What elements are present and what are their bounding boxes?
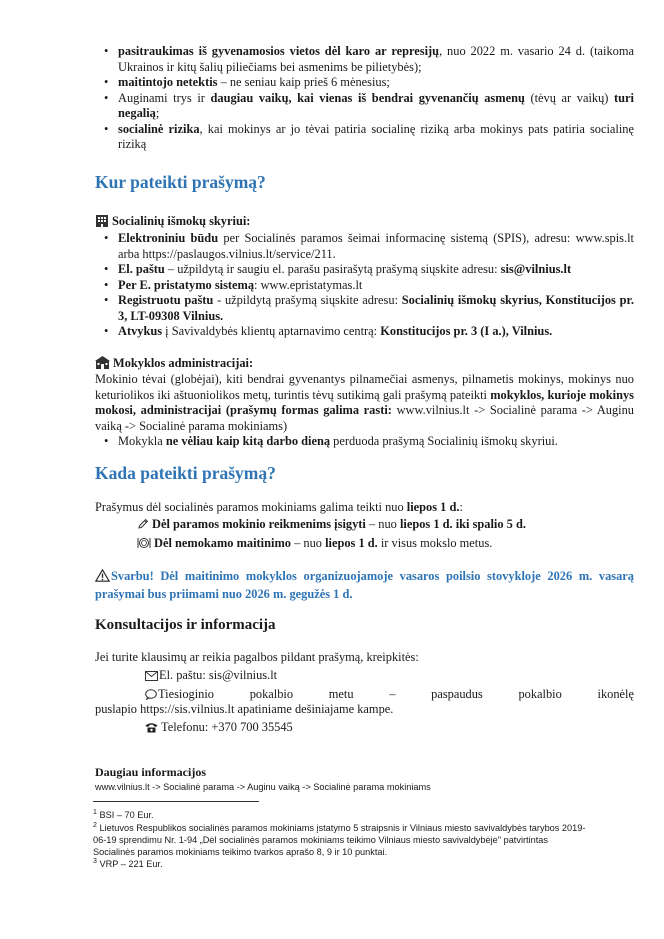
list-item: • Registruotu paštu - užpildytą prašymą siųskite adresu: Socialinių išmokų skyrius, Konstitucijos pr. 3, LT-09308 Vilnius.: [104, 293, 634, 323]
list-item: • Atvykus į Savivaldybės klientų aptarnavimo centrą: Konstitucijos pr. 3 (I a.), Vilnius.: [104, 324, 553, 338]
criteria-list: [104, 44, 634, 153]
dept-subheading: Socialinių išmokų skyriui:: [95, 214, 250, 232]
section-heading-where: Kur pateikti prašymą?: [95, 172, 266, 192]
list-item: • pasitraukimas iš gyvenamosios vietos dėl karo ar represijų, nuo 2022 m. vasario 24 d. (taikoma Ukrainos ir kitų šalių piliečiams bei asmenims be pilietybės);: [104, 44, 634, 74]
footnote-item: $^2$ Lietuvos Respublikos socialinės paramos mokiniams įstatymo 5 straipsnis ir Vilniaus miesto savivaldybės tarybos 2019- 06-19 sprendimu Nr. 1-94 „Dėl socialinės paramos mokiniams teikimo Vilniaus miesto savivaldybėje" patvirtintas Socialinės paramos mokiniams teikimo tvarkos aprašo 8, 9 ir 10 punktai.: [93, 821, 586, 857]
more-info-title: Daugiau informacijos: [95, 765, 206, 779]
more-info-path: www.vilnius.lt -> Socialinė parama -> Auginu vaiką -> Socialinė parama mokiniams: [95, 782, 431, 792]
warning-icon: [95, 569, 110, 587]
list-item: • socialinė rizika, kai mokinys ar jo tėvai patiria socialinę riziką arba mokinys pats patiria socialinę riziką: [104, 121, 634, 151]
list-item: • maitintojo netektis – ne seniau kaip prieš 6 mėnesius;: [104, 75, 390, 89]
when-line-supplies: Dėl paramos mokinio reikmenims įsigyti – nuo liepos 1 d. iki spalio 5 d.: [137, 517, 526, 535]
footnote-item: $^3$ VRP – 221 Eur.: [93, 857, 163, 869]
consult-chat-line1: Tiesioginio pokalbio metu – paspaudus pokalbio ikonėlę: [145, 687, 634, 705]
list-item: • Elektroniniu būdu per Socialinės paramos šeimai informacinę sistemą (SPIS), adresu: www.spis.lt arba https://paslaugos.vilnius.lt/service/211.: [104, 231, 634, 261]
list-item: • Mokykla ne vėliau kaip kitą darbo dieną perduoda prašymą Socialinių išmokų skyriui.: [104, 434, 558, 448]
office-building-icon: [95, 214, 109, 232]
footnotes: [93, 809, 634, 870]
list-item: • El. paštu – užpildytą ir saugiu el. parašu pasirašytą prašymą siųskite adresu: sis@vilnius.lt: [104, 262, 572, 276]
consult-chat-line2: puslapio https://sis.vilnius.lt apatiniame dešiniajame kampe.: [95, 702, 394, 716]
pencil-icon: [137, 518, 149, 535]
school-icon: [95, 356, 110, 374]
footnote-item: $^1$ BSI – 70 Eur.: [93, 808, 154, 820]
consult-email: El. paštu: sis@vilnius.lt: [145, 668, 277, 686]
when-line-meals: Dėl nemokamo maitinimo – nuo liepos 1 d. ir visus mokslo metus.: [137, 536, 492, 554]
telephone-icon: [145, 722, 158, 738]
section-heading-when: Kada pateikti prašymą?: [95, 463, 276, 483]
school-paragraph: Mokinio tėvai (globėjai), kiti bendrai gyvenantys pilnamečiai asmenys, pilnametis mokinys, mokinys nuo keturiolikos iki aštuoniolikos metų, turintis tėvų sutikimą gali prašymą pateikti mokyklos, kurioje mokinys mokosi, administracijai (prašymų formas galima rasti: www.vilnius.lt -> Socialinė parama -> Auginu vaiką -> Socialinė parama mokiniams): [95, 372, 634, 433]
school-subheading: Mokyklos administracijai:: [95, 356, 253, 374]
list-item: • Per E. pristatymo sistemą: www.epristatymas.lt: [104, 277, 363, 292]
school-list: [104, 434, 634, 450]
plate-icon: [137, 537, 151, 554]
footnote-divider: [93, 801, 259, 802]
dept-channels-list: [104, 231, 634, 340]
envelope-icon: [145, 670, 158, 686]
consult-phone: Telefonu: +370 700 35545: [145, 720, 293, 738]
consult-intro: Jei turite klausimų ar reikia pagalbos pildant prašymą, kreipkitės:: [95, 650, 419, 664]
important-notice: Svarbu! Dėl maitinimo mokyklos organizuojamoje vasaros poilsio stovykloje 2026 m. vasarą prašymai bus priimami nuo 2026 m. gegužės 1 d.: [95, 569, 634, 601]
section-heading-consult: Konsultacijos ir informacija: [95, 617, 276, 633]
list-item: • Auginami trys ir daugiau vaikų, kai vienas iš bendrai gyvenančių asmenų (tėvų ar vaikų) turi negalią;: [104, 90, 634, 120]
when-intro: Prašymus dėl socialinės paramos mokiniams galima teikti nuo liepos 1 d.:: [95, 500, 463, 514]
